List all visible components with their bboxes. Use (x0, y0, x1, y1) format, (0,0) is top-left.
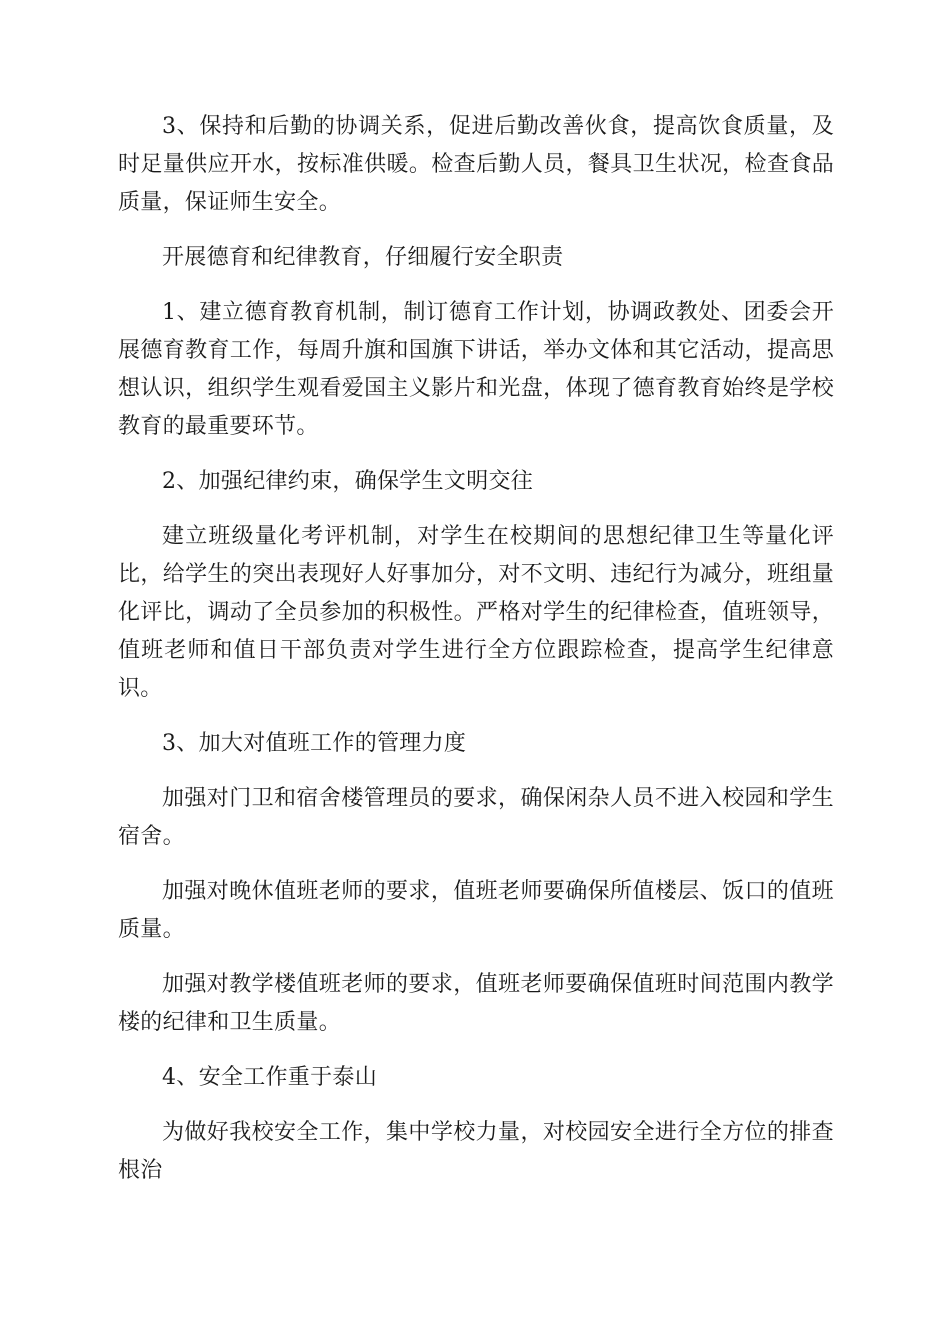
paragraph-teaching-building: 加强对教学楼值班老师的要求，值班老师要确保值班时间范围内教学楼的纪律和卫生质量。 (118, 972, 834, 1035)
subheading-discipline: 2、加强纪律约束，确保学生文明交往 (162, 469, 534, 494)
paragraph-class-evaluation: 建立班级量化考评机制，对学生在校期间的思想纪律卫生等量化评比，给学生的突出表现好人好事加分，对不文明、违纪行为减分，班组量化评比，调动了全员参加的积极性。严格对学生的纪律检查，值班领导，值班老师和值日干部负责对学生进行全方位跟踪检查，提高学生纪律意识。 (118, 524, 834, 701)
paragraph-night-duty: 加强对晚休值班老师的要求，值班老师要确保所值楼层、饭口的值班质量。 (118, 879, 834, 942)
paragraph-safety-inspection: 为做好我校安全工作，集中学校力量，对校园安全进行全方位的排查根治 (118, 1120, 834, 1183)
paragraph-logistics: 3、保持和后勤的协调关系，促进后勤改善伙食，提高饮食质量，及时足量供应开水，按标准供暖。检查后勤人员，餐具卫生状况，检查食品质量，保证师生安全。 (118, 114, 834, 215)
subheading-duty-management: 3、加大对值班工作的管理力度 (162, 731, 467, 756)
paragraph-gatekeeper: 加强对门卫和宿舍楼管理员的要求，确保闲杂人员不进入校园和学生宿舍。 (118, 786, 834, 849)
subheading-safety: 4、安全工作重于泰山 (162, 1065, 377, 1090)
section-heading-moral-education: 开展德育和纪律教育，仔细履行安全职责 (162, 245, 564, 270)
paragraph-moral-mechanism: 1、建立德育教育机制，制订德育工作计划，协调政教处、团委会开展德育教育工作，每周升旗和国旗下讲话，举办文体和其它活动，提高思想认识，组织学生观看爱国主义影片和光盘，体现了德育教育始终是学校教育的最重要环节。 (118, 300, 834, 439)
document-page (118, 108, 834, 1207)
